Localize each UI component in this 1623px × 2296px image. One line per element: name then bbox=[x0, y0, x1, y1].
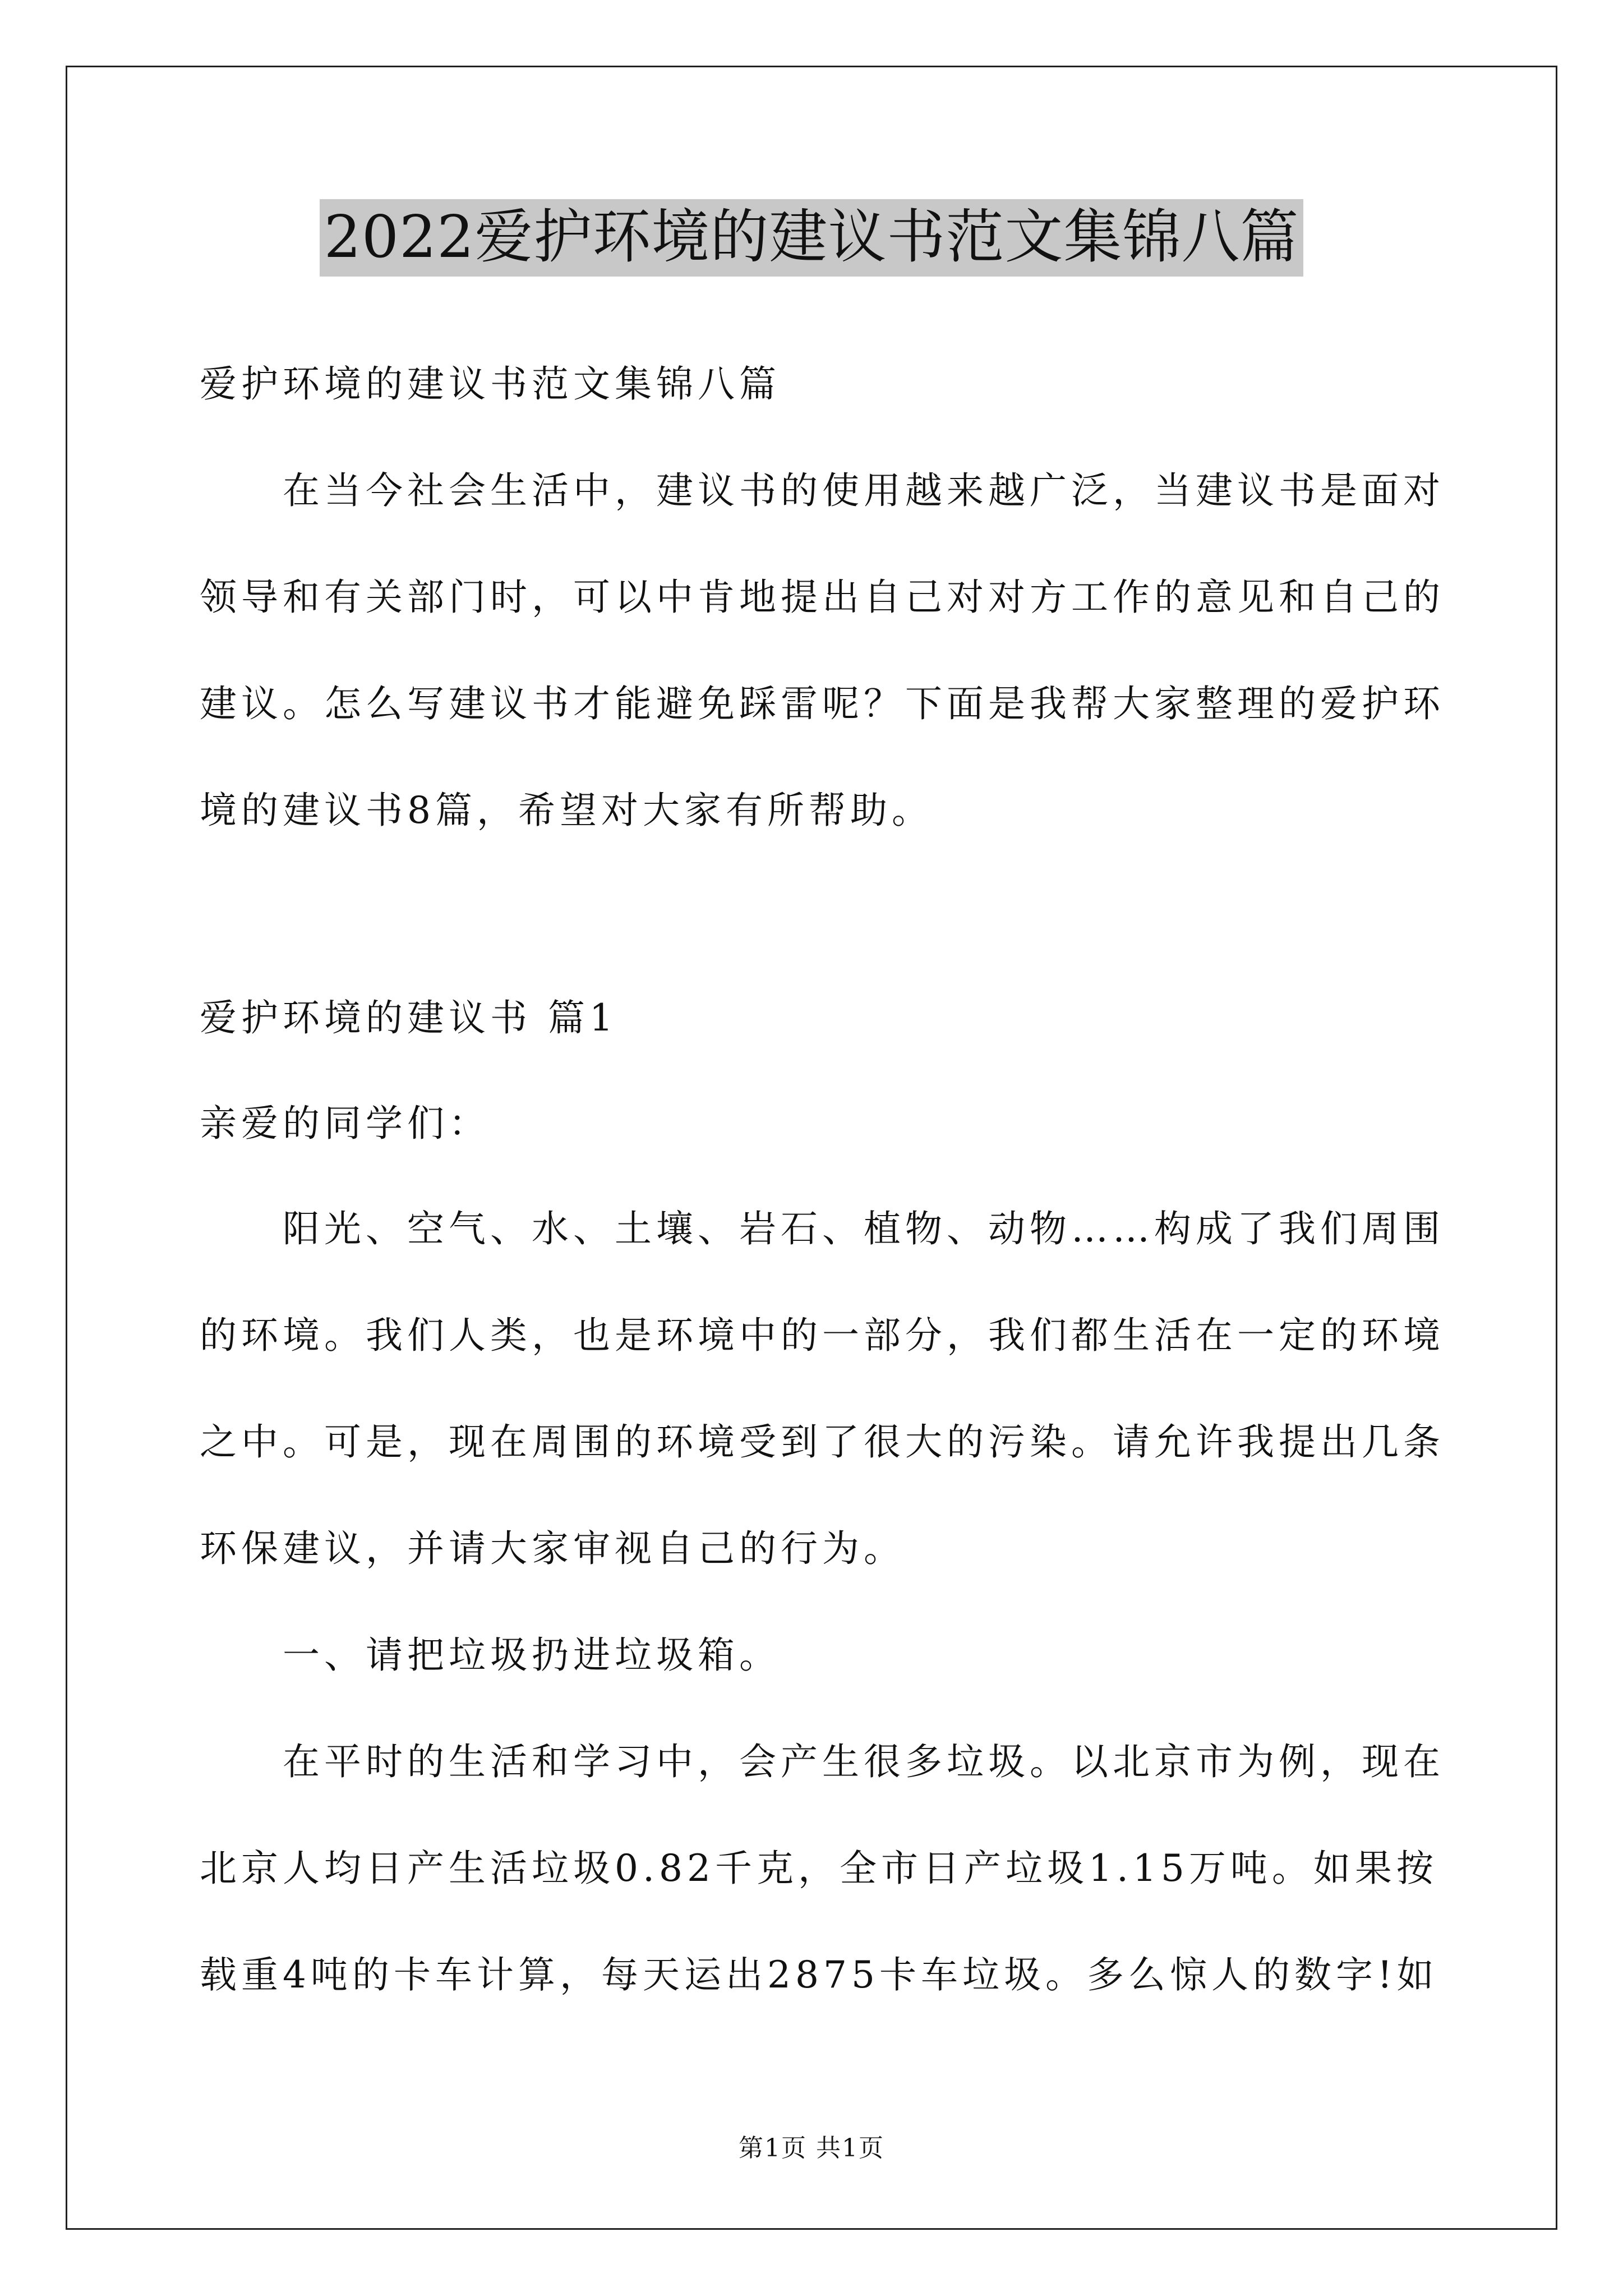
paragraph-line: 的环境。我们人类，也是环境中的一部分，我们都生活在一定的环境 bbox=[200, 1314, 1445, 1357]
paragraph-1 bbox=[200, 1176, 1445, 1602]
intro-line: 境的建议书8篇，希望对大家有所帮助。 bbox=[200, 789, 933, 832]
greeting: 亲爱的同学们： bbox=[200, 1102, 490, 1145]
point-1: 一、请把垃圾扔进垃圾箱。 bbox=[283, 1634, 781, 1677]
paragraph-line: 环保建议，并请大家审视自己的行为。 bbox=[200, 1527, 905, 1570]
section-heading: 爱护环境的建议书 篇1 bbox=[200, 996, 617, 1039]
paragraph-2 bbox=[200, 1709, 1445, 2028]
document-subtitle: 爱护环境的建议书范文集锦八篇 bbox=[200, 362, 781, 406]
paragraph-line: 之中。可是，现在周围的环境受到了很大的污染。请允许我提出几条 bbox=[200, 1420, 1445, 1464]
intro-line: 在当今社会生活中，建议书的使用越来越广泛，当建议书是面对 bbox=[283, 469, 1445, 512]
document-title bbox=[0, 197, 1623, 276]
document-title-text: 2022爱护环境的建议书范文集锦八篇 bbox=[320, 199, 1304, 277]
paragraph-line: 载重4吨的卡车计算，每天运出2875卡车垃圾。多么惊人的数字!如 bbox=[200, 1953, 1438, 1996]
intro-paragraph bbox=[200, 438, 1445, 864]
paragraph-line: 阳光、空气、水、土壤、岩石、植物、动物……构成了我们周围 bbox=[283, 1207, 1445, 1250]
paragraph-line: 在平时的生活和学习中，会产生很多垃圾。以北京市为例，现在 bbox=[283, 1740, 1445, 1783]
intro-line: 领导和有关部门时，可以中肯地提出自己对对方工作的意见和自己的 bbox=[200, 576, 1445, 619]
intro-line: 建议。怎么写建议书才能避免踩雷呢？下面是我帮大家整理的爱护环 bbox=[200, 682, 1445, 725]
page-footer: 第1页 共1页 bbox=[739, 2134, 884, 2162]
paragraph-line: 北京人均日产生活垃圾0.82千克，全市日产垃圾1.15万吨。如果按 bbox=[200, 1847, 1438, 1890]
